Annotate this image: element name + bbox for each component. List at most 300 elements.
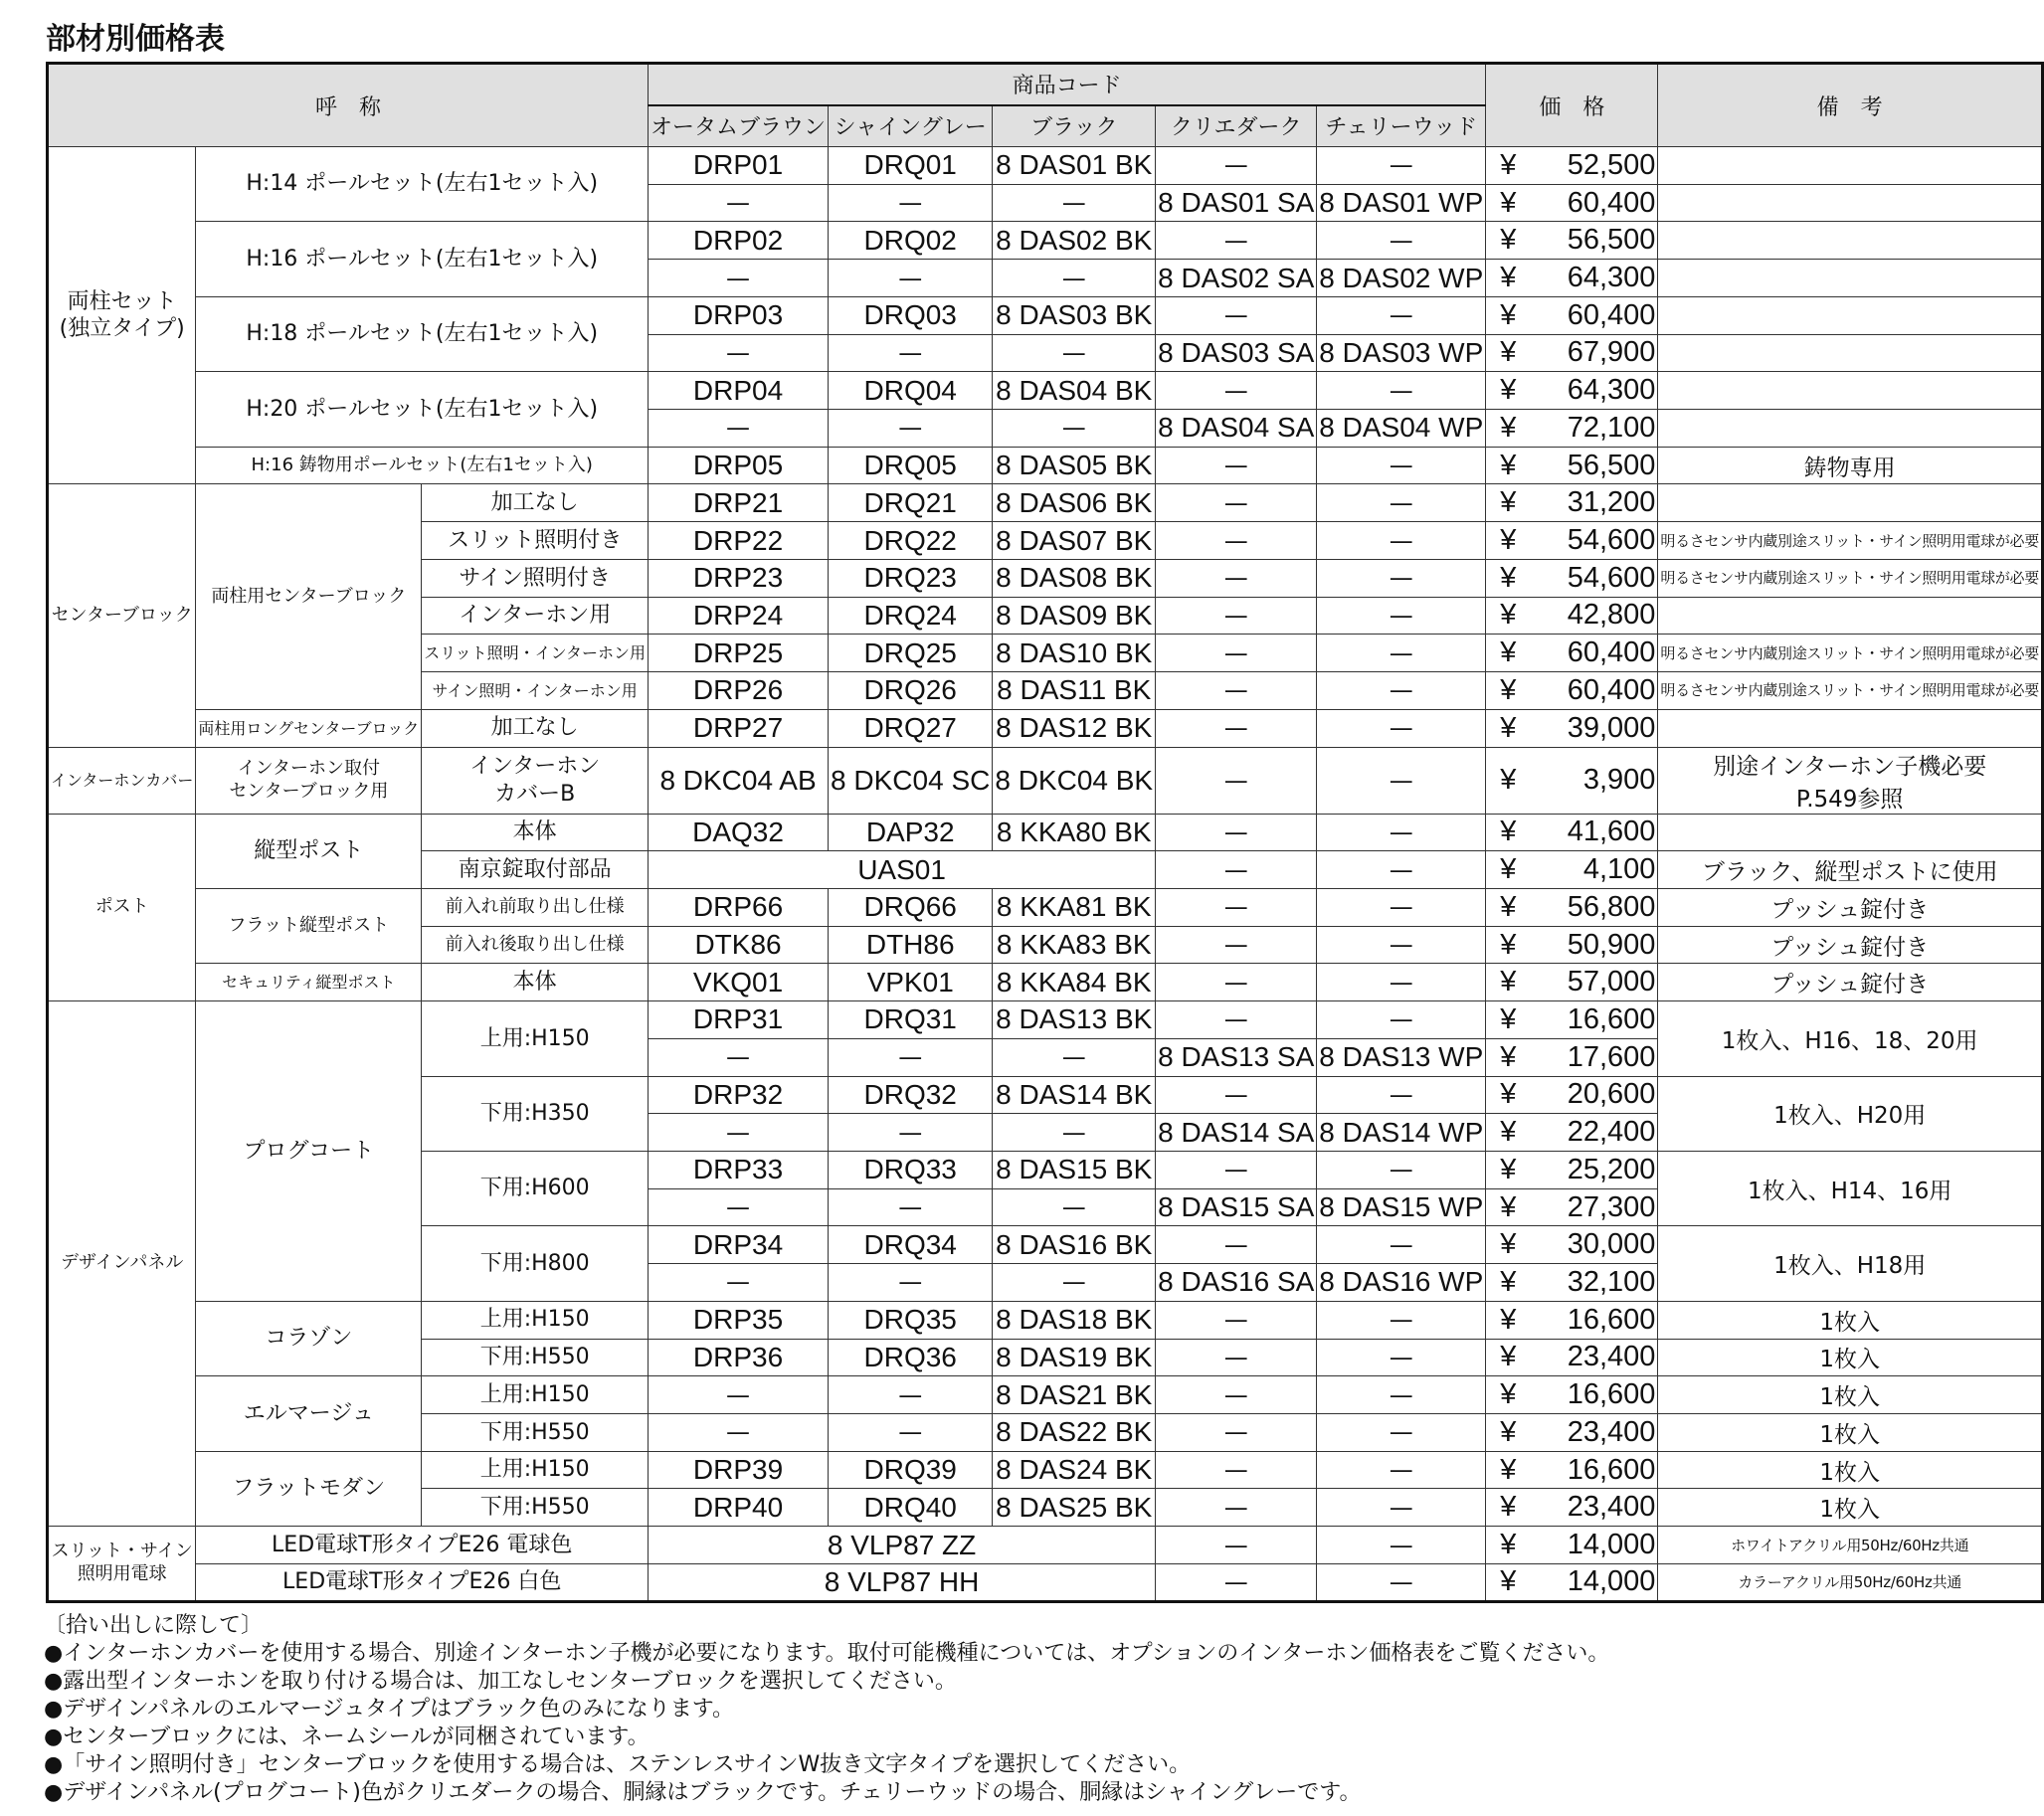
price-table: [46, 62, 2044, 1603]
code-unavailable: —: [829, 334, 993, 372]
code-unavailable: —: [993, 184, 1156, 222]
sub-label: H:16 ポールセット(左右1セット入): [196, 222, 649, 296]
price-value: 60,400: [1567, 673, 1656, 706]
table-row: [48, 888, 2043, 926]
code-unavailable: —: [1317, 559, 1486, 597]
yen-sign: ¥: [1500, 1378, 1517, 1411]
product-code-cell: DRQ04: [829, 372, 993, 410]
footnote-item: ●センターブロックには、ネームシールが同梱されています。: [44, 1725, 650, 1749]
sub-label: H:18 ポールセット(左右1セット入): [196, 296, 649, 371]
yen-sign: ¥: [1500, 1228, 1517, 1261]
item-label: 加工なし: [422, 484, 649, 522]
item-label: 本体: [422, 814, 649, 851]
yen-sign: ¥: [1500, 524, 1517, 557]
remarks-cell: [1658, 222, 2043, 260]
item-label: 上用:H150: [422, 1001, 649, 1076]
sub-label: フラットモダン: [196, 1451, 422, 1526]
remarks-cell: 明るさセンサ内蔵別途スリット・サイン照明用電球が必要: [1658, 559, 2043, 597]
remarks-cell: 1枚入: [1658, 1451, 2043, 1489]
code-unavailable: —: [1156, 1151, 1317, 1188]
code-unavailable: —: [829, 260, 993, 297]
price-value: 64,300: [1567, 262, 1656, 294]
product-code-cell: DRP27: [649, 709, 829, 747]
code-unavailable: —: [1156, 1001, 1317, 1039]
remarks-cell: 鋳物専用: [1658, 447, 2043, 484]
remarks-cell: [1658, 484, 2043, 522]
product-code-cell: DRQ36: [829, 1339, 993, 1376]
yen-sign: ¥: [1500, 561, 1517, 594]
code-unavailable: —: [1156, 296, 1317, 334]
remarks-cell: [1658, 597, 2043, 635]
group-label: ポスト: [48, 814, 196, 1001]
price-value: 41,600: [1567, 816, 1656, 848]
price-cell: [1486, 926, 1658, 964]
product-code-cell: DRQ39: [829, 1451, 993, 1489]
code-unavailable: —: [829, 184, 993, 222]
product-code-cell: DRP36: [649, 1339, 829, 1376]
product-code-cell: 8 DAS02 SA: [1156, 260, 1317, 297]
code-unavailable: —: [993, 260, 1156, 297]
product-code-cell: 8 DAS01 BK: [993, 147, 1156, 185]
product-code-cell: 8 DKC04 SC: [829, 747, 993, 814]
product-code-cell: 8 DAS16 SA: [1156, 1264, 1317, 1302]
header-color-autumn-brown: オータムブラウン: [649, 105, 829, 147]
item-label: 下用:H600: [422, 1151, 649, 1225]
yen-sign: ¥: [1500, 636, 1517, 669]
header-color-crea-dark: クリエダーク: [1156, 105, 1317, 147]
price-value: 16,600: [1567, 1002, 1656, 1035]
price-value: 23,400: [1567, 1341, 1656, 1373]
table-row: [48, 1001, 2043, 1039]
sub-label: H:20 ポールセット(左右1セット入): [196, 372, 649, 447]
price-value: 57,000: [1567, 966, 1656, 999]
remarks-cell: 別途インターホン子機必要 P.549参照: [1658, 747, 2043, 814]
code-unavailable: —: [993, 1188, 1156, 1226]
yen-sign: ¥: [1500, 1190, 1517, 1223]
code-unavailable: —: [1156, 522, 1317, 560]
price-cell: [1486, 184, 1658, 222]
code-unavailable: —: [829, 1188, 993, 1226]
product-code-cell: DRP39: [649, 1451, 829, 1489]
code-unavailable: —: [1317, 372, 1486, 410]
price-cell: [1486, 222, 1658, 260]
price-value: 25,200: [1567, 1153, 1656, 1185]
product-code-cell: 8 KKA81 BK: [993, 888, 1156, 926]
product-code-cell: DRP22: [649, 522, 829, 560]
code-unavailable: —: [1156, 1527, 1317, 1564]
item-label: インターホン カバーB: [422, 747, 649, 814]
code-unavailable: —: [993, 1264, 1156, 1302]
product-code-cell: DRQ25: [829, 635, 993, 672]
price-value: 16,600: [1567, 1303, 1656, 1336]
header-remarks: 備 考: [1658, 64, 2043, 147]
code-unavailable: —: [1317, 484, 1486, 522]
code-unavailable: —: [1156, 222, 1317, 260]
price-value: 16,600: [1567, 1378, 1656, 1411]
sub-label: プログコート: [196, 1001, 422, 1302]
price-cell: [1486, 888, 1658, 926]
code-unavailable: —: [649, 184, 829, 222]
price-cell: [1486, 1451, 1658, 1489]
price-cell: [1486, 334, 1658, 372]
yen-sign: ¥: [1500, 1116, 1517, 1149]
price-cell: [1486, 410, 1658, 448]
yen-sign: ¥: [1500, 1415, 1517, 1448]
product-code-cell: 8 DAS04 BK: [993, 372, 1156, 410]
footnote-item: ●インターホンカバーを使用する場合、別途インターホン子機が必要になります。取付可能機種については、オプションのインターホン価格表をご覧ください。: [44, 1641, 1610, 1666]
sub-label: H:16 鋳物用ポールセット(左右1セット入): [196, 447, 649, 484]
yen-sign: ¥: [1500, 764, 1517, 796]
product-code-cell: 8 DKC04 BK: [993, 747, 1156, 814]
product-code-cell: 8 DAS12 BK: [993, 709, 1156, 747]
product-code-cell: DTH86: [829, 926, 993, 964]
footnotes: [44, 1612, 1609, 1807]
header-name: 呼 称: [48, 64, 649, 147]
price-value: 16,600: [1567, 1453, 1656, 1486]
code-unavailable: —: [1156, 672, 1317, 710]
code-unavailable: —: [1156, 926, 1317, 964]
code-unavailable: —: [649, 1188, 829, 1226]
price-value: 64,300: [1567, 374, 1656, 407]
code-unavailable: —: [1156, 888, 1317, 926]
footnote-item: ●「サイン照明付き」センターブロックを使用する場合は、ステンレスサインW抜き文字タイプを選択してください。: [44, 1752, 1192, 1777]
code-unavailable: —: [1317, 222, 1486, 260]
code-unavailable: —: [1317, 1414, 1486, 1452]
code-unavailable: —: [993, 334, 1156, 372]
price-cell: [1486, 296, 1658, 334]
code-unavailable: —: [1156, 1414, 1317, 1452]
product-code-cell: 8 VLP87 ZZ: [649, 1527, 1156, 1564]
product-code-cell: DRQ66: [829, 888, 993, 926]
yen-sign: ¥: [1500, 711, 1517, 744]
code-unavailable: —: [1156, 747, 1317, 814]
product-code-cell: 8 DAS01 SA: [1156, 184, 1317, 222]
product-code-cell: DRP31: [649, 1001, 829, 1039]
item-label: 下用:H350: [422, 1076, 649, 1151]
table-row: [48, 1563, 2043, 1601]
header-color-cherry-wood: チェリーウッド: [1317, 105, 1486, 147]
remarks-cell: ホワイトアクリル用50Hz/60Hz共通: [1658, 1527, 2043, 1564]
yen-sign: ¥: [1500, 1341, 1517, 1373]
yen-sign: ¥: [1500, 1078, 1517, 1111]
product-code-cell: 8 DAS19 BK: [993, 1339, 1156, 1376]
yen-sign: ¥: [1500, 486, 1517, 519]
remarks-cell: [1658, 296, 2043, 334]
table-row: [48, 1527, 2043, 1564]
product-code-cell: DAP32: [829, 814, 993, 851]
yen-sign: ¥: [1500, 1303, 1517, 1336]
code-unavailable: —: [649, 1376, 829, 1414]
item-label: インターホン用: [422, 597, 649, 635]
yen-sign: ¥: [1500, 148, 1517, 181]
code-unavailable: —: [1156, 1226, 1317, 1264]
price-cell: [1486, 147, 1658, 185]
price-value: 23,400: [1567, 1415, 1656, 1448]
sub-label: H:14 ポールセット(左右1セット入): [196, 147, 649, 222]
remarks-cell: 1枚入: [1658, 1489, 2043, 1527]
item-label: 前入れ後取り出し仕様: [422, 926, 649, 964]
code-unavailable: —: [829, 1038, 993, 1076]
product-code-cell: DRP25: [649, 635, 829, 672]
price-value: 60,400: [1567, 636, 1656, 669]
yen-sign: ¥: [1500, 1453, 1517, 1486]
product-code-cell: DRQ31: [829, 1001, 993, 1039]
product-code-cell: DRP02: [649, 222, 829, 260]
yen-sign: ¥: [1500, 816, 1517, 848]
remarks-cell: [1658, 372, 2043, 410]
remarks-cell: 1枚入、H14、16用: [1658, 1151, 2043, 1225]
yen-sign: ¥: [1500, 1565, 1517, 1598]
code-unavailable: —: [649, 1114, 829, 1152]
sub-label: 両柱用センターブロック: [196, 484, 422, 709]
code-unavailable: —: [649, 260, 829, 297]
remarks-cell: カラーアクリル用50Hz/60Hz共通: [1658, 1563, 2043, 1601]
remarks-cell: プッシュ錠付き: [1658, 964, 2043, 1001]
sub-label: コラゾン: [196, 1301, 422, 1375]
price-value: 67,900: [1567, 336, 1656, 369]
code-unavailable: —: [1317, 1563, 1486, 1601]
group-label: インターホンカバー: [48, 747, 196, 814]
product-code-cell: 8 KKA83 BK: [993, 926, 1156, 964]
product-code-cell: DRP05: [649, 447, 829, 484]
price-value: 42,800: [1567, 599, 1656, 632]
product-code-cell: DAQ32: [649, 814, 829, 851]
table-row: [48, 447, 2043, 484]
product-code-cell: DRP66: [649, 888, 829, 926]
code-unavailable: —: [1317, 447, 1486, 484]
code-unavailable: —: [1317, 1451, 1486, 1489]
product-code-cell: 8 DAS04 SA: [1156, 410, 1317, 448]
product-code-cell: 8 DAS03 WP: [1317, 334, 1486, 372]
product-code-cell: DRP21: [649, 484, 829, 522]
product-code-cell: DRP40: [649, 1489, 829, 1527]
product-code-cell: 8 DAS04 WP: [1317, 410, 1486, 448]
code-unavailable: —: [1317, 1151, 1486, 1188]
code-unavailable: —: [1156, 814, 1317, 851]
product-code-cell: DRP32: [649, 1076, 829, 1114]
price-value: 39,000: [1567, 711, 1656, 744]
price-cell: [1486, 447, 1658, 484]
product-code-cell: 8 DAS05 BK: [993, 447, 1156, 484]
price-cell: [1486, 1038, 1658, 1076]
code-unavailable: —: [1317, 747, 1486, 814]
code-unavailable: —: [649, 410, 829, 448]
price-cell: [1486, 1264, 1658, 1302]
code-unavailable: —: [993, 1038, 1156, 1076]
product-code-cell: DRQ22: [829, 522, 993, 560]
header-product-code: 商品コード: [649, 64, 1486, 105]
price-value: 52,500: [1567, 148, 1656, 181]
code-unavailable: —: [1317, 1001, 1486, 1039]
price-cell: [1486, 260, 1658, 297]
code-unavailable: —: [1317, 1301, 1486, 1339]
sub-label: LED電球T形タイプE26 白色: [196, 1563, 649, 1601]
product-code-cell: DRP23: [649, 559, 829, 597]
page-title: 部材別価格表: [46, 22, 225, 57]
price-cell: [1486, 814, 1658, 851]
product-code-cell: DRQ33: [829, 1151, 993, 1188]
product-code-cell: 8 DAS22 BK: [993, 1414, 1156, 1452]
item-label: 下用:H550: [422, 1489, 649, 1527]
product-code-cell: 8 DAS14 SA: [1156, 1114, 1317, 1152]
item-label: サイン照明・インターホン用: [422, 672, 649, 710]
code-unavailable: —: [1317, 888, 1486, 926]
header-price: 価 格: [1486, 64, 1658, 147]
price-value: 56,500: [1567, 224, 1656, 257]
table-row: [48, 372, 2043, 410]
product-code-cell: 8 DAS09 BK: [993, 597, 1156, 635]
price-value: 30,000: [1567, 1228, 1656, 1261]
sub-label: フラット縦型ポスト: [196, 888, 422, 963]
product-code-cell: 8 DAS08 BK: [993, 559, 1156, 597]
code-unavailable: —: [829, 1264, 993, 1302]
table-row: [48, 964, 2043, 1001]
code-unavailable: —: [1317, 1076, 1486, 1114]
code-unavailable: —: [1317, 1226, 1486, 1264]
code-unavailable: —: [993, 1114, 1156, 1152]
product-code-cell: DRP34: [649, 1226, 829, 1264]
remarks-cell: 1枚入: [1658, 1339, 2043, 1376]
code-unavailable: —: [649, 1038, 829, 1076]
remarks-cell: 明るさセンサ内蔵別途スリット・サイン照明用電球が必要: [1658, 635, 2043, 672]
product-code-cell: DRQ32: [829, 1076, 993, 1114]
product-code-cell: DRP33: [649, 1151, 829, 1188]
remarks-cell: [1658, 814, 2043, 851]
sub-label: インターホン取付 センターブロック用: [196, 747, 422, 814]
product-code-cell: 8 DAS16 BK: [993, 1226, 1156, 1264]
footnote-item: ●デザインパネルのエルマージュタイプはブラック色のみになります。: [44, 1697, 734, 1722]
code-unavailable: —: [1317, 635, 1486, 672]
remarks-cell: [1658, 410, 2043, 448]
price-cell: [1486, 1114, 1658, 1152]
code-unavailable: —: [1156, 1451, 1317, 1489]
remarks-cell: ブラック、縦型ポストに使用: [1658, 851, 2043, 889]
price-value: 72,100: [1567, 411, 1656, 444]
code-unavailable: —: [1317, 672, 1486, 710]
code-unavailable: —: [1156, 964, 1317, 1001]
group-label: スリット・サイン 照明用電球: [48, 1527, 196, 1601]
product-code-cell: 8 DAS11 BK: [993, 672, 1156, 710]
code-unavailable: —: [1156, 635, 1317, 672]
yen-sign: ¥: [1500, 599, 1517, 632]
price-cell: [1486, 1001, 1658, 1039]
yen-sign: ¥: [1500, 1040, 1517, 1073]
remarks-cell: [1658, 709, 2043, 747]
code-unavailable: —: [829, 1376, 993, 1414]
price-cell: [1486, 1527, 1658, 1564]
group-label: デザインパネル: [48, 1001, 196, 1527]
item-label: 上用:H150: [422, 1301, 649, 1339]
product-code-cell: 8 DAS13 WP: [1317, 1038, 1486, 1076]
product-code-cell: 8 KKA84 BK: [993, 964, 1156, 1001]
table-row: [48, 747, 2043, 814]
yen-sign: ¥: [1500, 1491, 1517, 1524]
price-cell: [1486, 851, 1658, 889]
yen-sign: ¥: [1500, 1153, 1517, 1185]
table-row: [48, 1451, 2043, 1489]
code-unavailable: —: [1156, 447, 1317, 484]
price-value: 27,300: [1567, 1190, 1656, 1223]
price-value: 14,000: [1567, 1565, 1656, 1598]
product-code-cell: 8 DAS03 SA: [1156, 334, 1317, 372]
price-cell: [1486, 747, 1658, 814]
table-row: [48, 1376, 2043, 1414]
product-code-cell: DRQ03: [829, 296, 993, 334]
yen-sign: ¥: [1500, 224, 1517, 257]
product-code-cell: 8 KKA80 BK: [993, 814, 1156, 851]
price-table-body: [48, 147, 2043, 1602]
remarks-cell: 明るさセンサ内蔵別途スリット・サイン照明用電球が必要: [1658, 522, 2043, 560]
table-row: [48, 222, 2043, 260]
sub-label: セキュリティ縦型ポスト: [196, 964, 422, 1001]
price-value: 17,600: [1567, 1040, 1656, 1073]
remarks-cell: 明るさセンサ内蔵別途スリット・サイン照明用電球が必要: [1658, 672, 2043, 710]
product-code-cell: DRQ05: [829, 447, 993, 484]
product-code-cell: 8 DAS01 WP: [1317, 184, 1486, 222]
product-code-cell: 8 DAS06 BK: [993, 484, 1156, 522]
price-value: 14,000: [1567, 1529, 1656, 1561]
code-unavailable: —: [1156, 1339, 1317, 1376]
price-value: 22,400: [1567, 1116, 1656, 1149]
code-unavailable: —: [1156, 1376, 1317, 1414]
code-unavailable: —: [1317, 964, 1486, 1001]
yen-sign: ¥: [1500, 966, 1517, 999]
product-code-cell: DRP03: [649, 296, 829, 334]
code-unavailable: —: [649, 334, 829, 372]
remarks-cell: 1枚入: [1658, 1301, 2043, 1339]
code-unavailable: —: [993, 410, 1156, 448]
price-cell: [1486, 709, 1658, 747]
product-code-cell: DRQ35: [829, 1301, 993, 1339]
code-unavailable: —: [649, 1414, 829, 1452]
code-unavailable: —: [1317, 1376, 1486, 1414]
table-row: [48, 147, 2043, 185]
price-value: 3,900: [1582, 764, 1656, 796]
table-row: [48, 484, 2043, 522]
item-label: 上用:H150: [422, 1451, 649, 1489]
item-label: 下用:H550: [422, 1414, 649, 1452]
price-cell: [1486, 635, 1658, 672]
code-unavailable: —: [1156, 372, 1317, 410]
yen-sign: ¥: [1500, 186, 1517, 219]
product-code-cell: 8 DAS21 BK: [993, 1376, 1156, 1414]
price-value: 4,100: [1582, 853, 1656, 886]
price-cell: [1486, 522, 1658, 560]
yen-sign: ¥: [1500, 673, 1517, 706]
price-cell: [1486, 1563, 1658, 1601]
product-code-cell: 8 DAS03 BK: [993, 296, 1156, 334]
product-code-cell: 8 DAS24 BK: [993, 1451, 1156, 1489]
code-unavailable: —: [1317, 851, 1486, 889]
table-row: [48, 296, 2043, 334]
product-code-cell: DRP26: [649, 672, 829, 710]
price-value: 60,400: [1567, 186, 1656, 219]
product-code-cell: DRQ40: [829, 1489, 993, 1527]
code-unavailable: —: [1317, 709, 1486, 747]
item-label: 加工なし: [422, 709, 649, 747]
product-code-cell: DRQ24: [829, 597, 993, 635]
price-value: 60,400: [1567, 298, 1656, 331]
price-value: 54,600: [1567, 524, 1656, 557]
remarks-cell: 1枚入、H20用: [1658, 1076, 2043, 1151]
yen-sign: ¥: [1500, 374, 1517, 407]
price-cell: [1486, 672, 1658, 710]
header-color-shine-gray: シャイングレー: [829, 105, 993, 147]
code-unavailable: —: [1156, 1563, 1317, 1601]
product-code-cell: DRQ27: [829, 709, 993, 747]
item-label: サイン照明付き: [422, 559, 649, 597]
remarks-cell: [1658, 334, 2043, 372]
